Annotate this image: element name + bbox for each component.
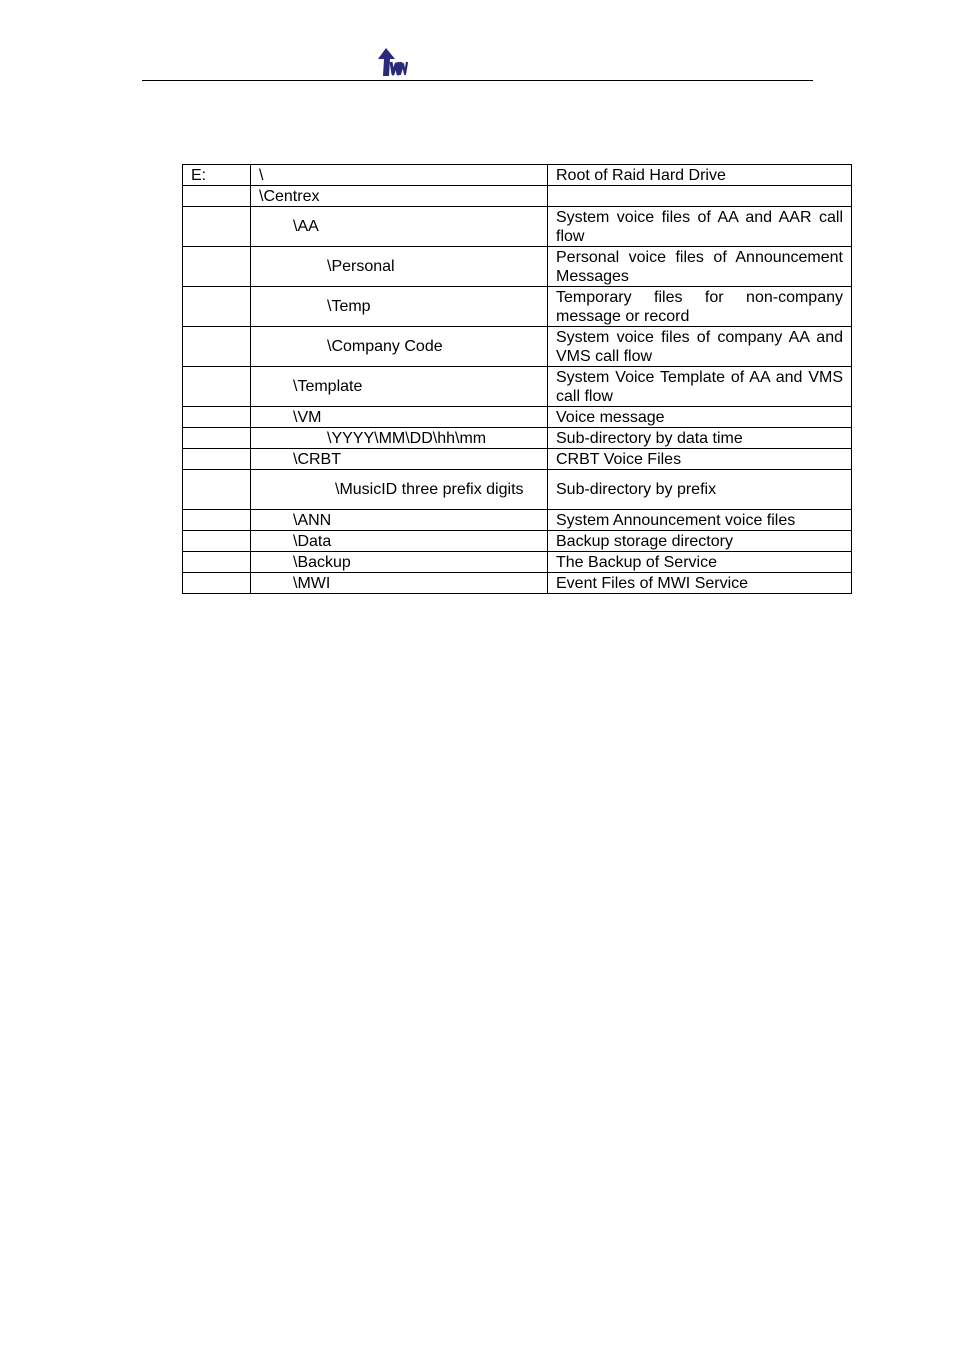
drive-cell [183, 207, 251, 247]
drive-cell: E: [183, 165, 251, 186]
table-row [183, 165, 852, 186]
table-row [183, 186, 852, 207]
table-row [183, 531, 852, 552]
path-cell: \Centrex [251, 186, 548, 207]
path-cell: \Backup [251, 552, 548, 573]
description-cell: Voice message [548, 407, 852, 428]
description-cell: System voice files of company AA and VMS call flow [548, 327, 852, 367]
table-row [183, 367, 852, 407]
description-cell: The Backup of Service [548, 552, 852, 573]
path-cell: \Company Code [251, 327, 548, 367]
table-row [183, 247, 852, 287]
header-divider [142, 80, 813, 81]
table-row [183, 573, 852, 594]
drive-cell [183, 531, 251, 552]
table-row [183, 552, 852, 573]
drive-cell [183, 552, 251, 573]
drive-cell [183, 186, 251, 207]
drive-cell [183, 449, 251, 470]
drive-cell [183, 367, 251, 407]
path-cell: \ [251, 165, 548, 186]
drive-cell [183, 407, 251, 428]
path-cell: \VM [251, 407, 548, 428]
path-cell: \CRBT [251, 449, 548, 470]
path-cell: \Personal [251, 247, 548, 287]
company-logo-arrow-icon [376, 48, 408, 78]
path-cell: \Temp [251, 287, 548, 327]
description-cell: System Announcement voice files [548, 510, 852, 531]
description-cell: Personal voice files of Announcement Messages [548, 247, 852, 287]
table-row [183, 327, 852, 367]
description-cell: CRBT Voice Files [548, 449, 852, 470]
path-text: \MusicID three prefix digits [335, 481, 524, 498]
table-row [183, 407, 852, 428]
drive-cell [183, 428, 251, 449]
path-cell: \Data [251, 531, 548, 552]
drive-cell [183, 510, 251, 531]
description-cell: Backup storage directory [548, 531, 852, 552]
path-cell: \YYYY\MM\DD\hh\mm [251, 428, 548, 449]
drive-cell [183, 287, 251, 327]
table-row [183, 287, 852, 327]
directory-structure-table [182, 164, 852, 594]
path-cell: \ANN [251, 510, 548, 531]
path-cell: \MWI [251, 573, 548, 594]
drive-cell [183, 327, 251, 367]
table-row [183, 470, 852, 510]
drive-cell [183, 470, 251, 510]
table-row [183, 428, 852, 449]
table-row [183, 449, 852, 470]
description-cell: System Voice Template of AA and VMS call flow [548, 367, 852, 407]
path-cell: \Template [251, 367, 548, 407]
description-cell: Event Files of MWI Service [548, 573, 852, 594]
description-cell [548, 186, 852, 207]
description-cell: Sub-directory by data time [548, 428, 852, 449]
description-cell: Temporary files for non-company message or record [548, 287, 852, 327]
path-cell: \AA [251, 207, 548, 247]
description-cell: Root of Raid Hard Drive [548, 165, 852, 186]
description-cell: System voice files of AA and AAR call flow [548, 207, 852, 247]
table-row [183, 510, 852, 531]
table-row [183, 207, 852, 247]
path-cell [251, 470, 548, 510]
drive-cell [183, 247, 251, 287]
description-cell: Sub-directory by prefix [548, 470, 852, 510]
drive-cell [183, 573, 251, 594]
